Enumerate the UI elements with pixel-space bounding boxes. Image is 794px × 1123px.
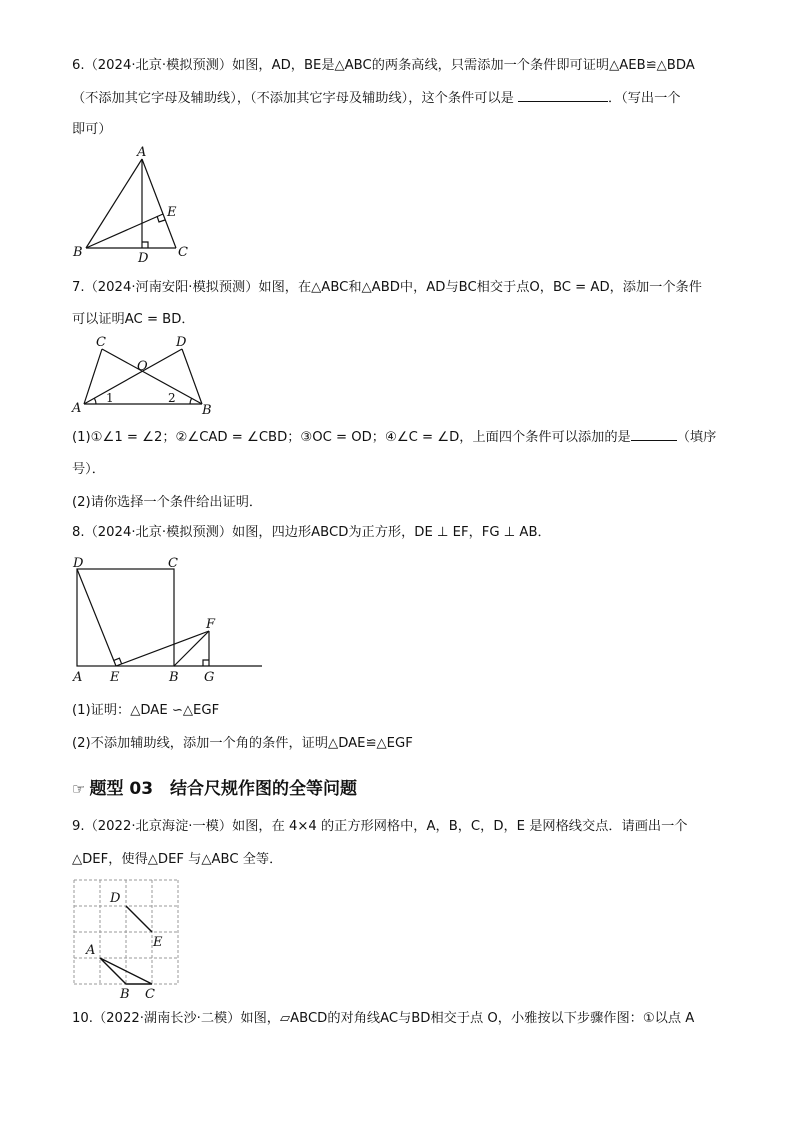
segment-db xyxy=(182,349,202,404)
point-label-d: D xyxy=(176,335,187,350)
pointing-hand-icon: ☞ xyxy=(72,780,86,798)
angle-label-2: 2 xyxy=(168,391,176,405)
point-label-a: A xyxy=(72,401,82,416)
segment-cb xyxy=(102,349,202,404)
answer-blank[interactable] xyxy=(518,89,608,102)
segment-bf xyxy=(174,631,209,666)
q8-part2: (2)不添加辅助线，添加一个角的条件，证明△DAE≌△EGF xyxy=(72,736,413,751)
point-label-a: A xyxy=(86,943,96,958)
q7-part1-cont: 号）． xyxy=(72,462,105,477)
angle-arc-2 xyxy=(190,399,192,405)
point-label-c: C xyxy=(178,245,188,260)
point-label-b: B xyxy=(169,670,179,685)
q8-part1: (1)证明：△DAE ∽△EGF xyxy=(72,703,220,718)
segment-ef xyxy=(116,631,209,666)
point-label-e: E xyxy=(110,670,120,685)
q9-figure xyxy=(66,874,186,1004)
q7-part2: (2)请你选择一个条件给出证明． xyxy=(72,495,263,510)
point-label-b: B xyxy=(120,987,130,1002)
answer-blank[interactable] xyxy=(631,428,677,441)
q7-part1-tail: （填序 xyxy=(676,430,717,445)
point-label-b: B xyxy=(202,403,212,418)
point-label-c: C xyxy=(168,556,178,571)
q9-line2: △DEF，使得△DEF 与△ABC 全等． xyxy=(72,852,283,867)
square-abcd xyxy=(77,569,174,666)
segment-de xyxy=(126,906,152,932)
section-heading xyxy=(72,774,357,799)
angle-label-1: 1 xyxy=(106,391,114,405)
segment-ab xyxy=(86,159,142,248)
q6-line2-tail: ．（写出一个 xyxy=(607,91,681,106)
point-label-d: D xyxy=(73,556,84,571)
q7-part1 xyxy=(72,428,732,447)
right-angle-mark-d xyxy=(142,242,148,248)
q8-figure xyxy=(66,554,266,686)
section-title: 题型 03 结合尺规作图的全等问题 xyxy=(89,779,358,799)
point-label-b: B xyxy=(73,245,83,260)
point-label-c: C xyxy=(145,987,155,1002)
q7-part1-text: (1)①∠1 = ∠2；②∠CAD = ∠CBD；③OC = OD；④∠C = ∠D，上面四个条件可以添加的是 xyxy=(72,430,631,445)
altitude-be xyxy=(86,214,163,248)
point-label-g: G xyxy=(204,670,215,685)
angle-arc-1 xyxy=(95,399,97,405)
point-label-e: E xyxy=(153,935,163,950)
point-label-e: E xyxy=(167,205,177,220)
point-label-o: O xyxy=(137,359,148,374)
point-label-a: A xyxy=(137,145,147,160)
point-label-a: A xyxy=(73,670,83,685)
q7-line1: 7.（2024·河南安阳·模拟预测）如图，在△ABC和△ABD中，AD与BC相交于点O，BC = AD，添加一个条件 xyxy=(72,280,702,295)
q6-line3: 即可） xyxy=(72,122,112,137)
q6-line2-text: （不添加其它字母及辅助线），（不添加其它字母及辅助线），这个条件可以是 xyxy=(72,91,514,106)
right-angle-mark-g xyxy=(203,660,209,666)
q6-figure xyxy=(66,146,206,266)
q10-line1: 10.（2022·湖南长沙·二模）如图，▱ABCD的对角线AC与BD相交于点 O，小雅按以下步骤作图：①以点 A xyxy=(72,1011,695,1026)
point-label-f: F xyxy=(206,617,216,632)
q6-line2 xyxy=(72,89,732,108)
grid-4x4 xyxy=(74,880,178,984)
segment-ac xyxy=(142,159,176,248)
point-label-d: D xyxy=(110,891,121,906)
q8-line1: 8.（2024·北京·模拟预测）如图，四边形ABCD为正方形，DE ⊥ EF，FG ⊥ AB． xyxy=(72,525,551,540)
q9-line1: 9.（2022·北京海淀·一模）如图，在 4×4 的正方形网格中，A，B，C，D，E 是网格线交点．请画出一个 xyxy=(72,819,688,834)
q7-figure xyxy=(66,334,226,418)
segment-de xyxy=(77,569,116,666)
q6-line1: 6.（2024·北京·模拟预测）如图，AD，BE是△ABC的两条高线，只需添加一个条件即可证明△AEB≌△BDA xyxy=(72,58,695,73)
q7-line2: 可以证明AC = BD． xyxy=(72,312,195,327)
point-label-c: C xyxy=(96,335,106,350)
point-label-d: D xyxy=(138,251,149,266)
